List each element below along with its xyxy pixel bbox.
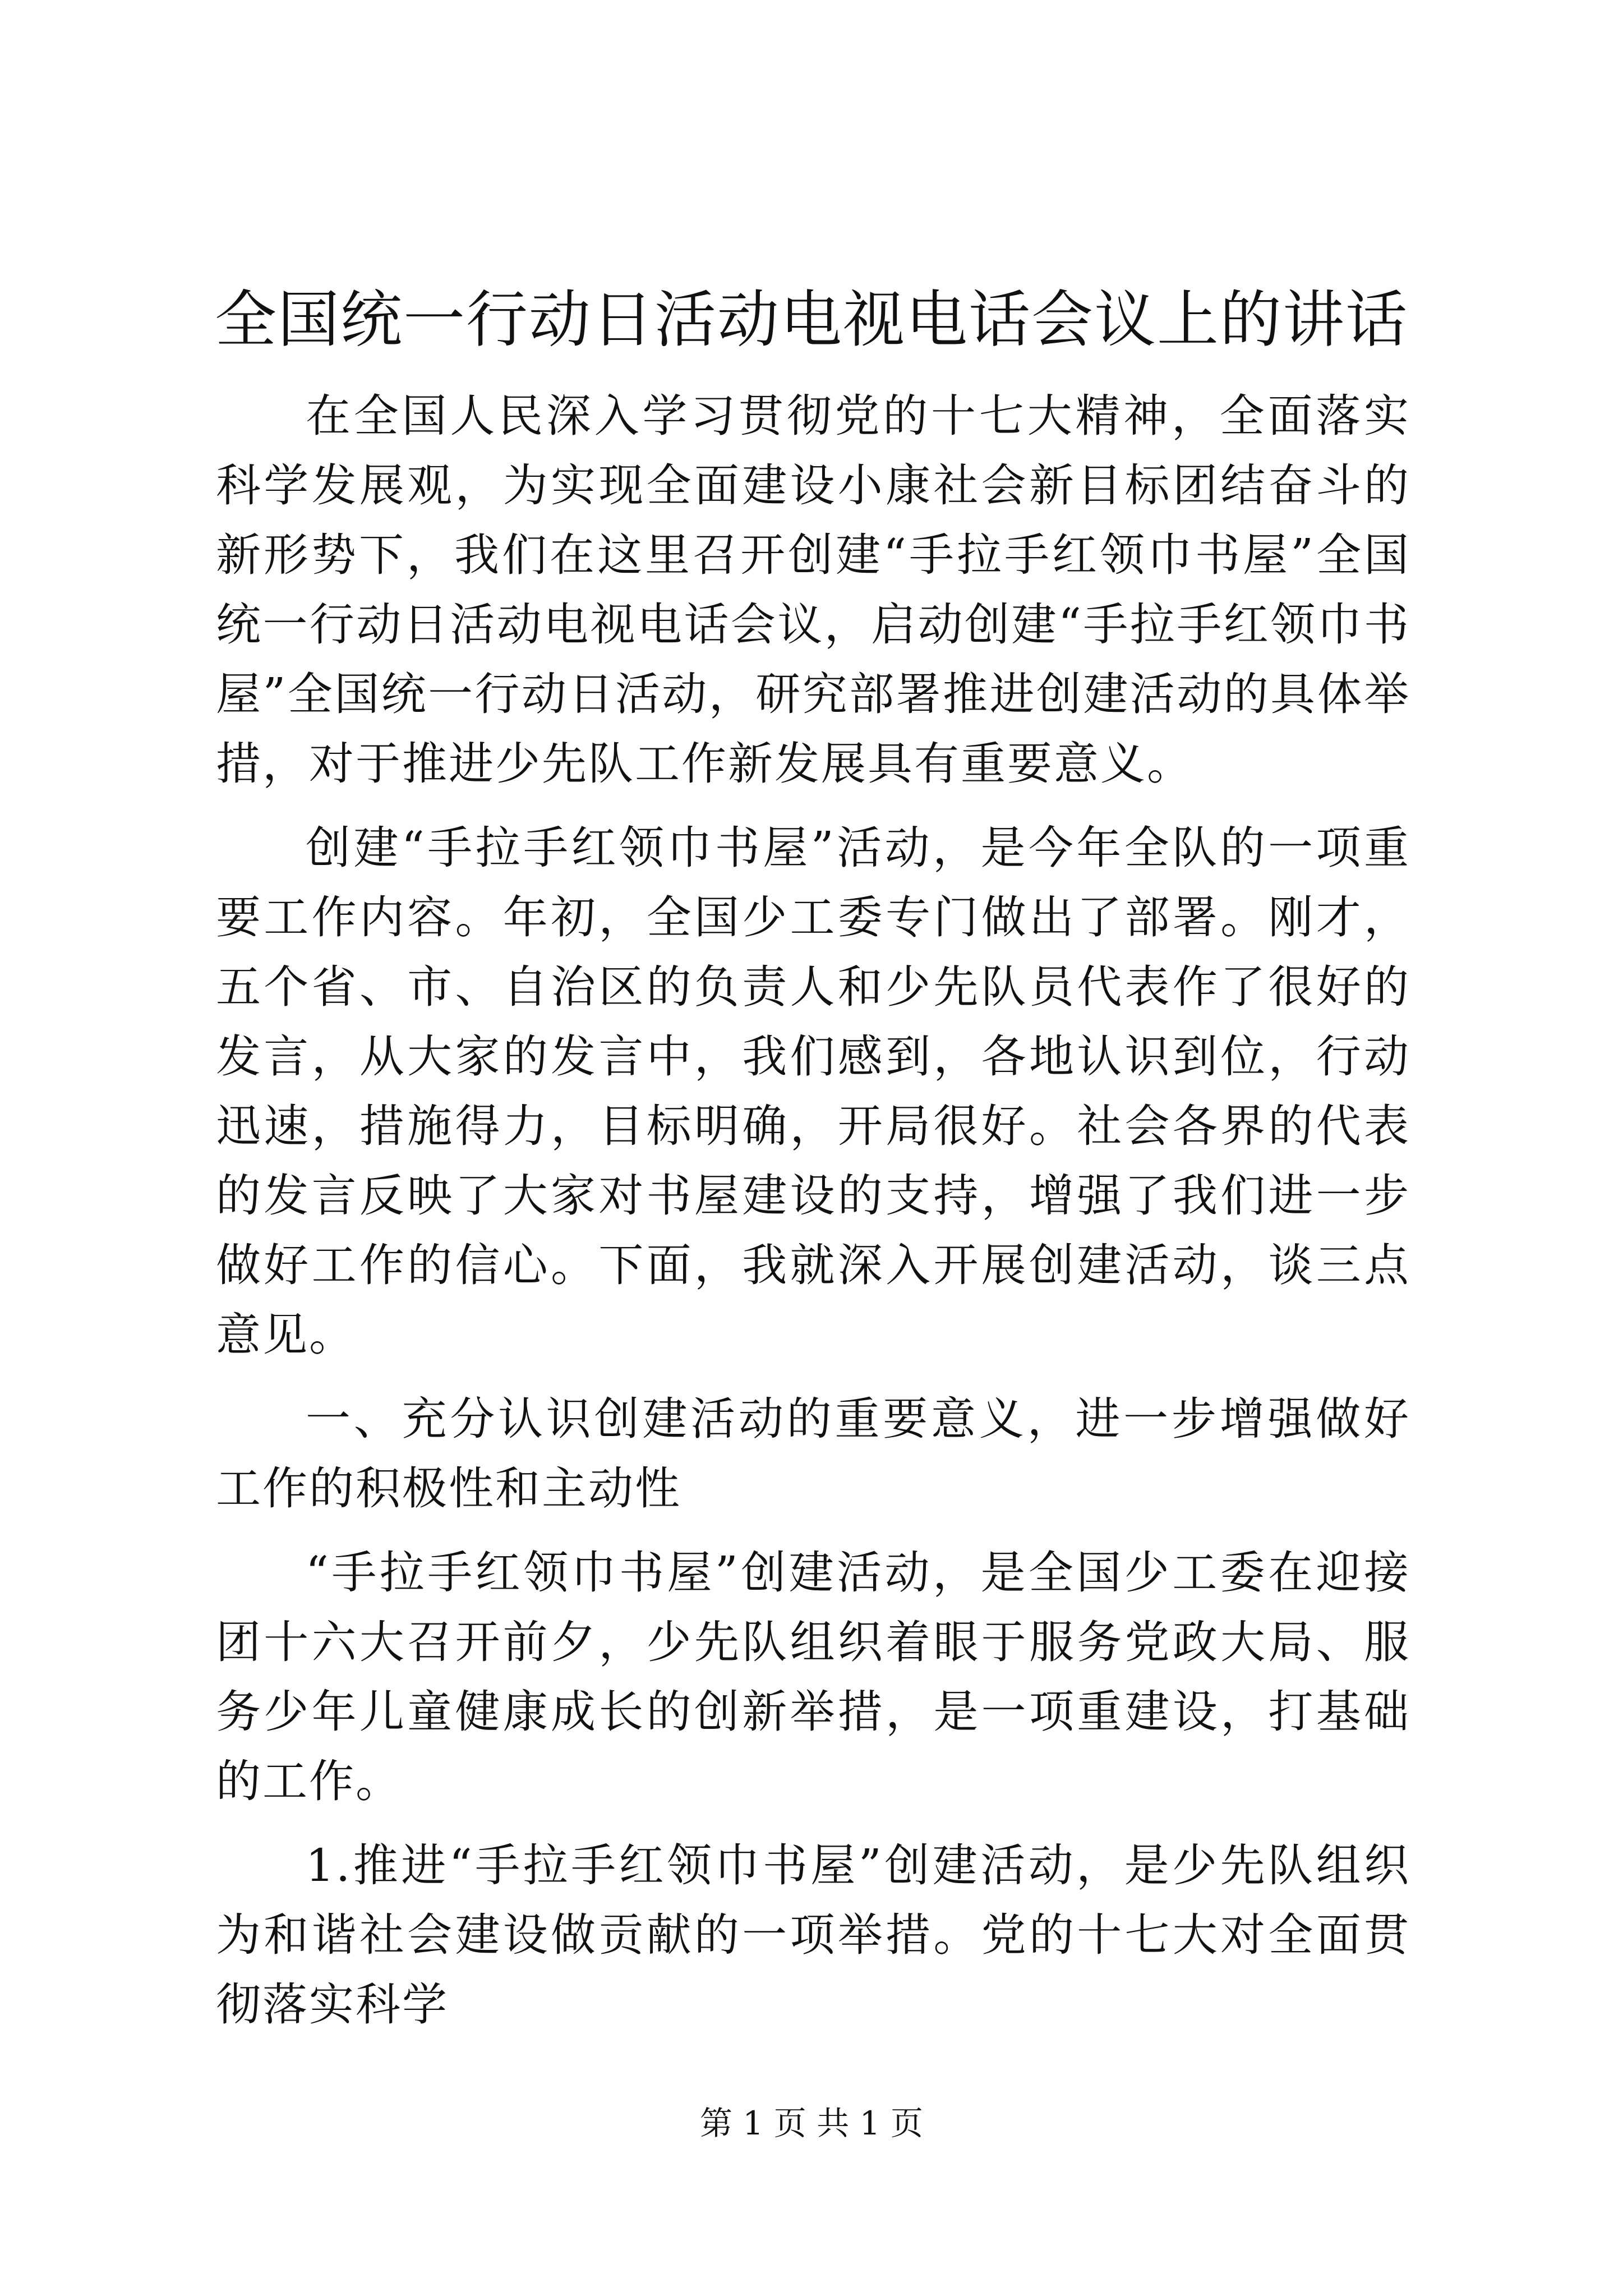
section-heading: 一、充分认识创建活动的重要意义，进一步增强做好工作的积极性和主动性	[216, 1393, 1410, 1515]
paragraph: “手拉手红领巾书屋”创建活动，是全国少工委在迎接团十六大召开前夕，少先队组织着眼于服务党政大局、服务少年儿童健康成长的创新举措，是一项重建设，打基础的工作。	[216, 1547, 1410, 1807]
document-title: 全国统一行动日活动电视电话会议上的讲话	[215, 284, 1408, 356]
page-footer: 第 1 页 共 1 页	[700, 2104, 923, 2142]
document-body	[216, 381, 1410, 2040]
paragraph: 1.推进“手拉手红领巾书屋”创建活动，是少先队组织为和谐社会建设做贡献的一项举措。党的十七大对全面贯彻落实科学	[216, 1839, 1410, 2031]
paragraph: 在全国人民深入学习贯彻党的十七大精神，全面落实科学发展观，为实现全面建设小康社会新目标团结奋斗的新形势下，我们在这里召开创建“手拉手红领巾书屋”全国统一行动日活动电视电话会议，启动创建“手拉手红领巾书屋”全国统一行动日活动，研究部署推进创建活动的具体举措，对于推进少先队工作新发展具有重要意义。	[216, 390, 1410, 790]
paragraph: 创建“手拉手红领巾书屋”活动，是今年全队的一项重要工作内容。年初，全国少工委专门做出了部署。刚才，五个省、市、自治区的负责人和少先队员代表作了很好的发言，从大家的发言中，我们感到，各地认识到位，行动迅速，措施得力，目标明确，开局很好。社会各界的代表的发言反映了大家对书屋建设的支持，增强了我们进一步做好工作的信心。下面，我就深入开展创建活动，谈三点意见。	[216, 822, 1410, 1361]
